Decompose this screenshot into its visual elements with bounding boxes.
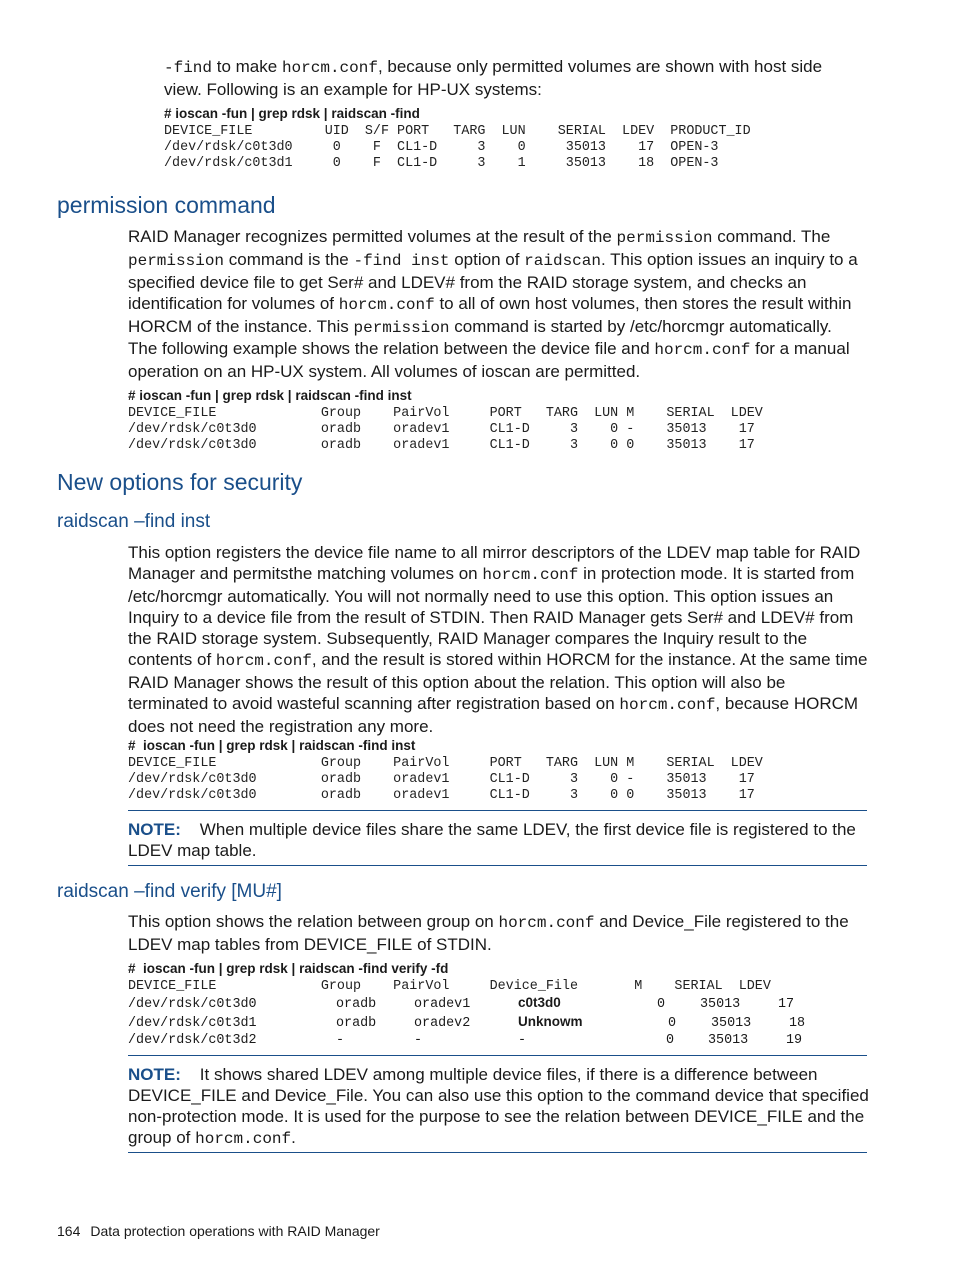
cell-group: oradb	[336, 1016, 377, 1031]
cell-device-file: /dev/rdsk/c0t3d1	[128, 1016, 257, 1031]
permission-paragraph-1	[128, 226, 870, 339]
intro-code-table: DEVICE_FILE UID S/F PORT TARG LUN SERIAL LDEV PRODUCT_ID /dev/rdsk/c0t3d0 0 F CL1-D 3 0 35013 17 OPEN-3 /dev/rdsk/c0t3d1 0 F CL1-D 3 1 35013 18 OPEN-3	[164, 124, 751, 172]
code: horcm.conf	[281, 59, 378, 77]
cell-serial: 35013	[711, 1016, 752, 1031]
text: command is the	[224, 250, 354, 269]
text: command is started by /etc/horcmgr automatically.	[449, 317, 832, 336]
section-heading-security: New options for security	[57, 469, 303, 495]
note-find-inst	[128, 819, 870, 861]
text: This option registers the device file name to all mirror descriptors of the LDEV map table for RAID Manager and permitsthe matching volumes on	[128, 543, 861, 583]
text: for a manual operation on an HP-UX system. All volumes of ioscan are permitted.	[128, 339, 850, 381]
cell-serial: 35013	[708, 1033, 749, 1048]
page-footer	[57, 1223, 380, 1239]
text: option of	[449, 250, 525, 269]
code: horcm.conf	[482, 566, 579, 584]
intro-command: # ioscan -fun | grep rdsk | raidscan -find	[164, 106, 420, 121]
cell-device-file-value: c0t3d0	[518, 995, 561, 1010]
note-find-verify	[128, 1064, 870, 1150]
note-text: It shows shared LDEV among multiple device files, if there is a difference between DEVICE_FILE and Device_File. You can also use this option to the command device that specified non-protection mode. It is used for the purpose to see the relation between DEVICE_FILE and the group of	[128, 1065, 869, 1147]
cell-serial: 35013	[700, 997, 741, 1012]
code: permission	[353, 319, 450, 337]
note-top-rule	[128, 810, 867, 811]
text: , and the result is stored within HORCM for the instance. At the same time RAID Manager shows the result of this option about the relation. This option will also be terminated to avoid wasteful scanning after registration based on	[128, 650, 868, 713]
text: to all of own host volumes, then stores the result within HORCM of the instance. This	[128, 294, 852, 336]
intro-paragraph	[164, 56, 854, 100]
code: -find	[164, 59, 213, 77]
text: , because only permitted volumes are shown with host side view. Following is an example for HP-UX systems:	[164, 57, 823, 99]
text: , because HORCM does not need the registration any more.	[128, 694, 859, 736]
code: horcm.conf	[338, 296, 435, 314]
text: and Device_File registered to the LDEV map tables from DEVICE_FILE of STDIN.	[128, 912, 849, 954]
cell-m: 0	[657, 997, 666, 1012]
find-verify-table-header: DEVICE_FILE Group PairVol Device_File M SERIAL LDEV	[128, 979, 771, 994]
code: horcm.conf	[195, 1130, 292, 1148]
cell-group: -	[336, 1033, 345, 1048]
note-text: When multiple device files share the same LDEV, the first device file is registered to the LDEV map table.	[128, 820, 856, 860]
find-verify-paragraph	[128, 911, 870, 955]
section-heading-permission: permission command	[57, 192, 276, 218]
code: horcm.conf	[619, 696, 716, 714]
code: horcm.conf	[654, 341, 751, 359]
find-verify-command: # ioscan -fun | grep rdsk | raidscan -find verify -fd	[128, 961, 449, 976]
permission-code-table: DEVICE_FILE Group PairVol PORT TARG LUN M SERIAL LDEV /dev/rdsk/c0t3d0 oradb oradev1 CL1-D 3 0 - 35013 17 /dev/rdsk/c0t3d0 oradb oradev1 CL1-D 3 0 0 35013 17	[128, 406, 763, 454]
code: -find inst	[353, 252, 450, 270]
permission-command: # ioscan -fun | grep rdsk | raidscan -find inst	[128, 388, 412, 403]
page-number: 164	[57, 1223, 81, 1239]
cell-device-file-value: Unknowm	[518, 1014, 583, 1029]
find-inst-command: # ioscan -fun | grep rdsk | raidscan -find inst	[128, 738, 416, 753]
cell-pairvol: -	[414, 1033, 423, 1048]
text: in protection mode. It is started from /etc/horcmgr automatically. You will not normally need to use this option. This option issues an Inquiry to a device file from the result of STDIN. Then RAID Manager gets Ser# and LDEV# from the RAID storage system. Subsequently, RAID Manager compares the Inquiry result to the contents of	[128, 564, 855, 669]
cell-pairvol: oradev1	[414, 997, 471, 1012]
cell-device-file-value: -	[518, 1033, 527, 1048]
find-inst-paragraph	[128, 542, 870, 737]
permission-paragraph-2	[128, 338, 870, 382]
cell-m: 0	[666, 1033, 675, 1048]
text: to make	[212, 57, 282, 76]
cell-ldev: 17	[778, 997, 795, 1012]
cell-ldev: 18	[789, 1016, 806, 1031]
code: horcm.conf	[215, 652, 312, 670]
code: raidscan	[524, 252, 601, 270]
subsection-heading-find-verify: raidscan –find verify [MU#]	[57, 881, 282, 902]
code: permission	[128, 252, 225, 270]
text: . This option issues an inquiry to a specified device file to get Ser# and LDEV# from the RAID storage system, and checks an identification for volumes of	[128, 250, 858, 313]
cell-pairvol: oradev2	[414, 1016, 471, 1031]
find-inst-code-table: DEVICE_FILE Group PairVol PORT TARG LUN M SERIAL LDEV /dev/rdsk/c0t3d0 oradb oradev1 CL1-D 3 0 - 35013 17 /dev/rdsk/c0t3d0 oradb oradev1 CL1-D 3 0 0 35013 17	[128, 756, 763, 804]
note-label: NOTE:	[128, 820, 181, 839]
code: horcm.conf	[498, 914, 595, 932]
note-bottom-rule	[128, 865, 867, 866]
note-bottom-rule	[128, 1152, 867, 1153]
cell-device-file: /dev/rdsk/c0t3d2	[128, 1033, 257, 1048]
text: RAID Manager recognizes permitted volumes at the result of the	[128, 227, 617, 246]
footer-title: Data protection operations with RAID Manager	[90, 1223, 380, 1239]
subsection-heading-find-inst: raidscan –find inst	[57, 511, 211, 532]
note-label: NOTE:	[128, 1065, 181, 1084]
note-text: .	[291, 1128, 296, 1147]
cell-device-file: /dev/rdsk/c0t3d0	[128, 997, 257, 1012]
cell-m: 0	[668, 1016, 677, 1031]
cell-group: oradb	[336, 997, 377, 1012]
code: permission	[616, 229, 713, 247]
text: This option shows the relation between group on	[128, 912, 499, 931]
cell-ldev: 19	[786, 1033, 803, 1048]
note-top-rule	[128, 1055, 867, 1056]
text: command. The	[712, 227, 831, 246]
text: The following example shows the relation between the device file and	[128, 339, 655, 358]
